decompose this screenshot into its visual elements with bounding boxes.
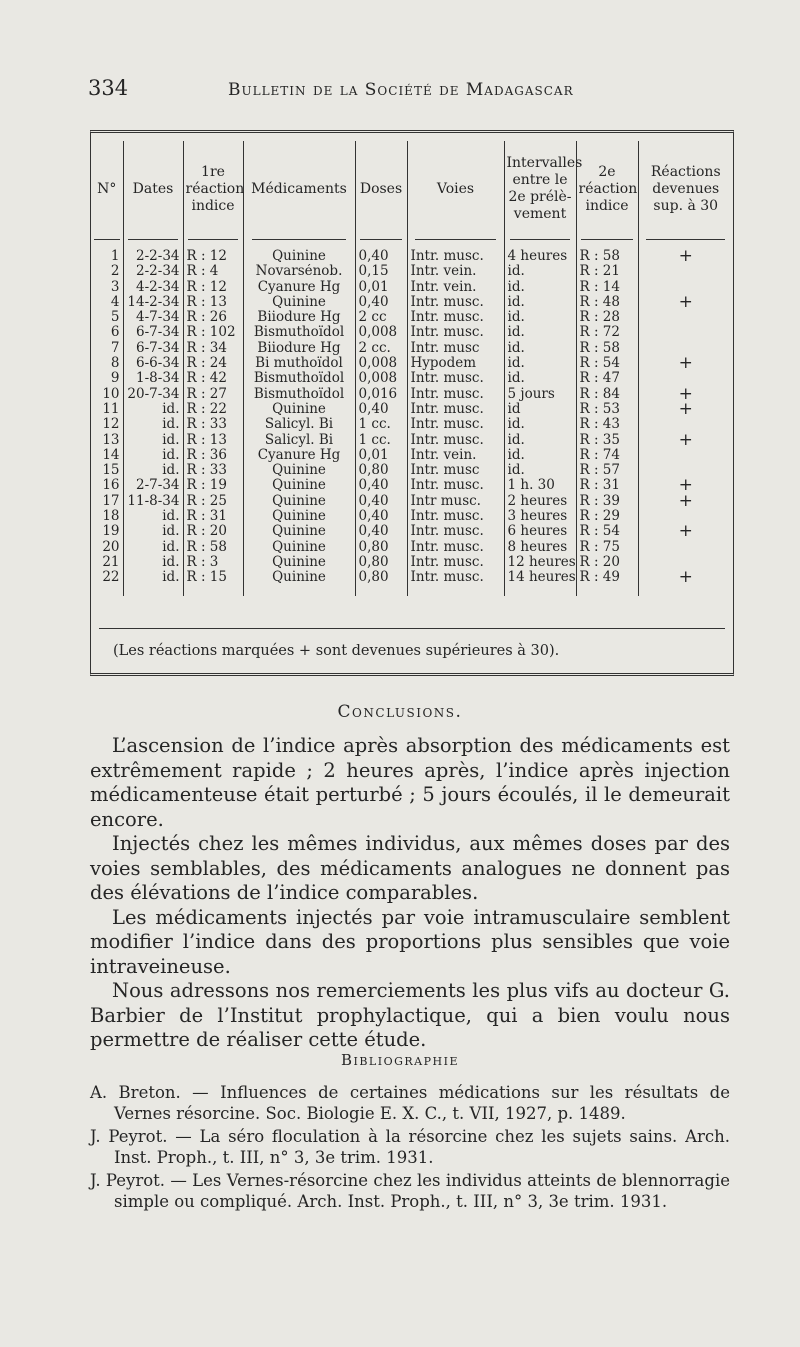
header-medications: Médicaments — [243, 141, 355, 237]
row-number: 3 — [110, 279, 120, 295]
table-row — [91, 478, 733, 493]
row-first-reaction: R : 20 — [183, 524, 243, 539]
row-dose: 0,01 — [355, 448, 407, 463]
row-route: Intr. musc. — [407, 540, 504, 555]
row-first-reaction: R : 58 — [183, 540, 243, 555]
row-number: 9 — [110, 371, 120, 387]
table-row — [91, 540, 733, 555]
row-dose: 0,15 — [355, 264, 407, 279]
row-dose: 0,80 — [355, 540, 407, 555]
conclusions-text — [90, 734, 730, 1053]
running-title: Bulletin de la Société de Madagascar — [228, 80, 574, 100]
row-first-reaction: R : 12 — [183, 249, 243, 264]
row-interval: 5 jours — [504, 387, 576, 402]
row-date: id. — [123, 540, 183, 555]
row-reaction-flag: + — [638, 356, 733, 371]
row-first-reaction: R : 13 — [183, 295, 243, 310]
row-second-reaction: R : 47 — [576, 371, 638, 386]
row-reaction-flag — [638, 540, 733, 555]
table-row — [91, 249, 733, 264]
acknowledgement-paragraph: Nous adressons nos remerciements les plus vifs au docteur G. Barbier de l’Institut prophylactique, qui a bien voulu nous permettre de réaliser cette étude. — [90, 979, 730, 1051]
row-second-reaction: R : 14 — [576, 280, 638, 295]
row-date: 11-8-34 — [123, 494, 183, 509]
row-first-reaction: R : 4 — [183, 264, 243, 279]
row-reaction-flag: + — [638, 249, 733, 264]
row-dose: 0,40 — [355, 402, 407, 417]
row-dose: 0,40 — [355, 249, 407, 264]
table-row — [91, 524, 733, 539]
row-interval: id. — [504, 295, 576, 310]
row-route: Intr. musc. — [407, 387, 504, 402]
row-first-reaction: R : 36 — [183, 448, 243, 463]
row-number: 15 — [102, 463, 120, 479]
row-interval: 12 heures — [504, 555, 576, 570]
row-date: 14-2-34 — [123, 295, 183, 310]
table-bottom-padding — [91, 586, 733, 596]
row-number: 16 — [102, 478, 120, 494]
row-date: id. — [123, 463, 183, 478]
row-second-reaction: R : 35 — [576, 433, 638, 448]
row-dose: 1 cc. — [355, 417, 407, 432]
row-first-reaction: R : 33 — [183, 417, 243, 432]
row-reaction-flag: + — [638, 433, 733, 448]
row-interval: id. — [504, 280, 576, 295]
row-interval: 14 heures — [504, 570, 576, 585]
row-interval: 2 heures — [504, 494, 576, 509]
row-reaction-flag — [638, 280, 733, 295]
header-routes: Voies — [407, 141, 504, 237]
row-dose: 0,40 — [355, 494, 407, 509]
table-row — [91, 371, 733, 386]
row-dose: 0,40 — [355, 478, 407, 493]
row-date: 1-8-34 — [123, 371, 183, 386]
row-second-reaction: R : 21 — [576, 264, 638, 279]
row-medication: Bismuthoïdol — [243, 371, 355, 386]
row-number: 5 — [110, 310, 120, 326]
row-date: id. — [123, 555, 183, 570]
row-date: 2-2-34 — [123, 249, 183, 264]
row-route: Intr. musc. — [407, 295, 504, 310]
row-medication: Novarsénob. — [243, 264, 355, 279]
row-second-reaction: R : 28 — [576, 310, 638, 325]
header-first-reaction: 1re réaction indice — [183, 141, 243, 237]
row-date: 4-7-34 — [123, 310, 183, 325]
row-second-reaction: R : 31 — [576, 478, 638, 493]
table-body — [91, 237, 733, 596]
row-reaction-flag — [638, 463, 733, 478]
row-first-reaction: R : 27 — [183, 387, 243, 402]
header-intervals: Intervalles entre le 2e prélè-vement — [504, 141, 576, 237]
row-medication: Bi muthoïdol — [243, 356, 355, 371]
table-row — [91, 295, 733, 310]
row-dose: 0,40 — [355, 509, 407, 524]
row-route: Intr. musc. — [407, 570, 504, 585]
bibliography-entry: J. Peyrot. — Les Vernes-résorcine chez les individus atteints de blennorragie simple ou compliqué. Arch. Inst. Proph., t. III, n° 3, 3e trim. 1931. — [90, 1171, 730, 1211]
row-medication: Biiodure Hg — [243, 341, 355, 356]
row-medication: Quinine — [243, 540, 355, 555]
row-medication: Quinine — [243, 555, 355, 570]
row-first-reaction: R : 12 — [183, 280, 243, 295]
table-header-row — [91, 141, 733, 237]
row-first-reaction: R : 31 — [183, 509, 243, 524]
row-reaction-flag: + — [638, 478, 733, 493]
row-dose: 0,016 — [355, 387, 407, 402]
row-route: Intr. musc. — [407, 310, 504, 325]
row-reaction-flag: + — [638, 387, 733, 402]
row-number: 7 — [110, 340, 120, 356]
row-second-reaction: R : 75 — [576, 540, 638, 555]
row-route: Intr. musc. — [407, 371, 504, 386]
row-dose: 0,40 — [355, 524, 407, 539]
bibliography-heading: Bibliographie — [340, 1051, 459, 1069]
row-number: 22 — [102, 570, 120, 586]
bibliography-entry: J. Peyrot. — La séro floculation à la résorcine chez les sujets sains. Arch. Inst. Proph., t. III, n° 3, 3e trim. 1931. — [90, 1127, 730, 1167]
row-number: 18 — [102, 509, 120, 525]
row-interval: 3 heures — [504, 509, 576, 524]
row-interval: id. — [504, 433, 576, 448]
row-reaction-flag — [638, 509, 733, 524]
row-dose: 0,80 — [355, 555, 407, 570]
row-medication: Salicyl. Bi — [243, 433, 355, 448]
header-separator — [91, 237, 733, 249]
row-second-reaction: R : 43 — [576, 417, 638, 432]
row-second-reaction: R : 74 — [576, 448, 638, 463]
row-date: id. — [123, 433, 183, 448]
row-route: Intr musc. — [407, 494, 504, 509]
row-first-reaction: R : 24 — [183, 356, 243, 371]
row-first-reaction: R : 3 — [183, 555, 243, 570]
row-dose: 1 cc. — [355, 433, 407, 448]
row-second-reaction: R : 58 — [576, 249, 638, 264]
row-number: 8 — [110, 356, 120, 372]
row-dose: 0,008 — [355, 325, 407, 340]
row-medication: Cyanure Hg — [243, 280, 355, 295]
row-number: 1 — [110, 249, 120, 264]
table-row — [91, 325, 733, 340]
row-medication: Quinine — [243, 524, 355, 539]
row-number: 6 — [110, 325, 120, 341]
table-row — [91, 341, 733, 356]
row-number: 13 — [102, 432, 120, 448]
table-row — [91, 555, 733, 570]
row-second-reaction: R : 48 — [576, 295, 638, 310]
table-row — [91, 570, 733, 585]
footnote-divider — [99, 628, 725, 629]
table-row — [91, 433, 733, 448]
row-route: Intr. vein. — [407, 264, 504, 279]
row-date: 4-2-34 — [123, 280, 183, 295]
row-date: 20-7-34 — [123, 387, 183, 402]
row-reaction-flag — [638, 341, 733, 356]
row-second-reaction: R : 84 — [576, 387, 638, 402]
row-interval: 6 heures — [504, 524, 576, 539]
row-first-reaction: R : 42 — [183, 371, 243, 386]
row-dose: 2 cc. — [355, 341, 407, 356]
row-reaction-flag — [638, 264, 733, 279]
page-header — [88, 76, 728, 106]
row-reaction-flag — [638, 325, 733, 340]
row-interval: id — [504, 402, 576, 417]
row-number: 19 — [102, 524, 120, 540]
row-second-reaction: R : 54 — [576, 524, 638, 539]
row-medication: Quinine — [243, 295, 355, 310]
row-reaction-flag — [638, 310, 733, 325]
row-dose: 0,008 — [355, 371, 407, 386]
row-reaction-flag — [638, 448, 733, 463]
table-row — [91, 463, 733, 478]
table-row — [91, 494, 733, 509]
row-medication: Quinine — [243, 478, 355, 493]
table-row — [91, 402, 733, 417]
row-first-reaction: R : 13 — [183, 433, 243, 448]
conclusion-paragraph: Les médicaments injectés par voie intramusculaire semblent modifier l’indice dans des proportions plus sensibles que voie intraveineuse. — [90, 905, 730, 978]
row-second-reaction: R : 54 — [576, 356, 638, 371]
table-footnote: (Les réactions marquées + sont devenues supérieures à 30). — [113, 643, 560, 659]
page-number: 334 — [88, 76, 129, 100]
row-interval: 4 heures — [504, 249, 576, 264]
row-reaction-flag — [638, 555, 733, 570]
row-date: 6-7-34 — [123, 341, 183, 356]
header-second-reaction: 2e réaction indice — [576, 141, 638, 237]
row-date: id. — [123, 448, 183, 463]
row-route: Intr. musc. — [407, 555, 504, 570]
row-second-reaction: R : 53 — [576, 402, 638, 417]
row-second-reaction: R : 39 — [576, 494, 638, 509]
row-medication: Quinine — [243, 402, 355, 417]
header-doses: Doses — [355, 141, 407, 237]
header-number: N° — [97, 180, 117, 197]
header-dates: Dates — [123, 141, 183, 237]
row-reaction-flag: + — [638, 494, 733, 509]
row-reaction-flag: + — [638, 570, 733, 585]
row-date: id. — [123, 570, 183, 585]
row-dose: 0,80 — [355, 570, 407, 585]
row-first-reaction: R : 26 — [183, 310, 243, 325]
row-medication: Quinine — [243, 463, 355, 478]
row-number: 10 — [102, 386, 120, 402]
row-second-reaction: R : 72 — [576, 325, 638, 340]
table-row — [91, 264, 733, 279]
row-medication: Cyanure Hg — [243, 448, 355, 463]
row-number: 2 — [110, 264, 120, 280]
row-medication: Quinine — [243, 249, 355, 264]
row-interval: id. — [504, 310, 576, 325]
row-route: Intr. musc. — [407, 433, 504, 448]
row-route: Intr. musc — [407, 463, 504, 478]
row-first-reaction: R : 19 — [183, 478, 243, 493]
table-row — [91, 448, 733, 463]
row-interval: id. — [504, 371, 576, 386]
row-number: 12 — [102, 417, 120, 433]
results-table — [91, 141, 733, 596]
row-dose: 0,008 — [355, 356, 407, 371]
row-route: Intr. vein. — [407, 280, 504, 295]
row-second-reaction: R : 49 — [576, 570, 638, 585]
table-row — [91, 387, 733, 402]
row-first-reaction: R : 34 — [183, 341, 243, 356]
row-route: Intr. musc. — [407, 524, 504, 539]
row-second-reaction: R : 57 — [576, 463, 638, 478]
row-route: Hypodem — [407, 356, 504, 371]
row-number: 11 — [102, 401, 120, 417]
row-interval: id. — [504, 264, 576, 279]
row-first-reaction: R : 25 — [183, 494, 243, 509]
row-route: Intr. musc. — [407, 325, 504, 340]
row-date: id. — [123, 509, 183, 524]
row-route: Intr. musc. — [407, 402, 504, 417]
table-row — [91, 417, 733, 432]
conclusions-heading: Conclusions. — [337, 702, 463, 722]
row-first-reaction: R : 33 — [183, 463, 243, 478]
row-route: Intr. musc. — [407, 478, 504, 493]
row-dose: 0,40 — [355, 295, 407, 310]
row-reaction-flag — [638, 417, 733, 432]
row-medication: Bismuthoïdol — [243, 325, 355, 340]
row-medication: Biiodure Hg — [243, 310, 355, 325]
row-interval: id. — [504, 463, 576, 478]
header-reactions-above-30: Réactions devenues sup. à 30 — [638, 141, 733, 237]
row-interval: id. — [504, 341, 576, 356]
table-row — [91, 356, 733, 371]
row-first-reaction: R : 102 — [183, 325, 243, 340]
row-dose: 0,80 — [355, 463, 407, 478]
row-medication: Quinine — [243, 494, 355, 509]
row-route: Intr. vein. — [407, 448, 504, 463]
row-medication: Quinine — [243, 570, 355, 585]
row-dose: 2 cc — [355, 310, 407, 325]
row-medication: Salicyl. Bi — [243, 417, 355, 432]
row-medication: Quinine — [243, 509, 355, 524]
row-date: 2-2-34 — [123, 264, 183, 279]
row-date: 6-6-34 — [123, 356, 183, 371]
row-second-reaction: R : 20 — [576, 555, 638, 570]
conclusion-paragraph: Injectés chez les mêmes individus, aux mêmes doses par des voies semblables, des médicaments analogues ne donnent pas des élévations de l’indice comparables. — [90, 832, 730, 904]
row-date: 6-7-34 — [123, 325, 183, 340]
row-interval: id. — [504, 448, 576, 463]
row-number: 21 — [102, 554, 120, 570]
table-row — [91, 310, 733, 325]
row-route: Intr. musc. — [407, 509, 504, 524]
row-route: Intr. musc. — [407, 417, 504, 432]
table-row — [91, 280, 733, 295]
row-route: Intr. musc. — [407, 249, 504, 264]
row-reaction-flag: + — [638, 295, 733, 310]
results-table-frame — [90, 130, 734, 676]
row-date: id. — [123, 524, 183, 539]
row-first-reaction: R : 22 — [183, 402, 243, 417]
row-reaction-flag: + — [638, 402, 733, 417]
row-reaction-flag: + — [638, 524, 733, 539]
row-dose: 0,01 — [355, 280, 407, 295]
row-first-reaction: R : 15 — [183, 570, 243, 585]
bibliography-entry: A. Breton. — Influences de certaines médications sur les résultats de Vernes résorcine. Soc. Biologie E. X. C., t. VII, 1927, p. 1489. — [90, 1083, 730, 1123]
conclusion-paragraph: L’ascension de l’indice après absorption des médicaments est extrêmement rapide ; 2 heures après, l’indice après injection médicamenteuse était perturbé ; 5 jours écoulés, il le demeurait encore. — [90, 734, 730, 831]
row-interval: id. — [504, 356, 576, 371]
row-route: Intr. musc — [407, 341, 504, 356]
row-interval: 8 heures — [504, 540, 576, 555]
row-date: id. — [123, 417, 183, 432]
row-second-reaction: R : 29 — [576, 509, 638, 524]
row-interval: id. — [504, 417, 576, 432]
row-medication: Bismuthoïdol — [243, 387, 355, 402]
row-number: 20 — [102, 539, 120, 555]
row-number: 4 — [110, 294, 120, 310]
row-number: 14 — [102, 447, 120, 463]
row-interval: id. — [504, 325, 576, 340]
row-second-reaction: R : 58 — [576, 341, 638, 356]
bibliography-list — [90, 1082, 730, 1214]
row-number: 17 — [102, 493, 120, 509]
row-date: 2-7-34 — [123, 478, 183, 493]
row-reaction-flag — [638, 371, 733, 386]
table-row — [91, 509, 733, 524]
row-date: id. — [123, 402, 183, 417]
row-interval: 1 h. 30 — [504, 478, 576, 493]
